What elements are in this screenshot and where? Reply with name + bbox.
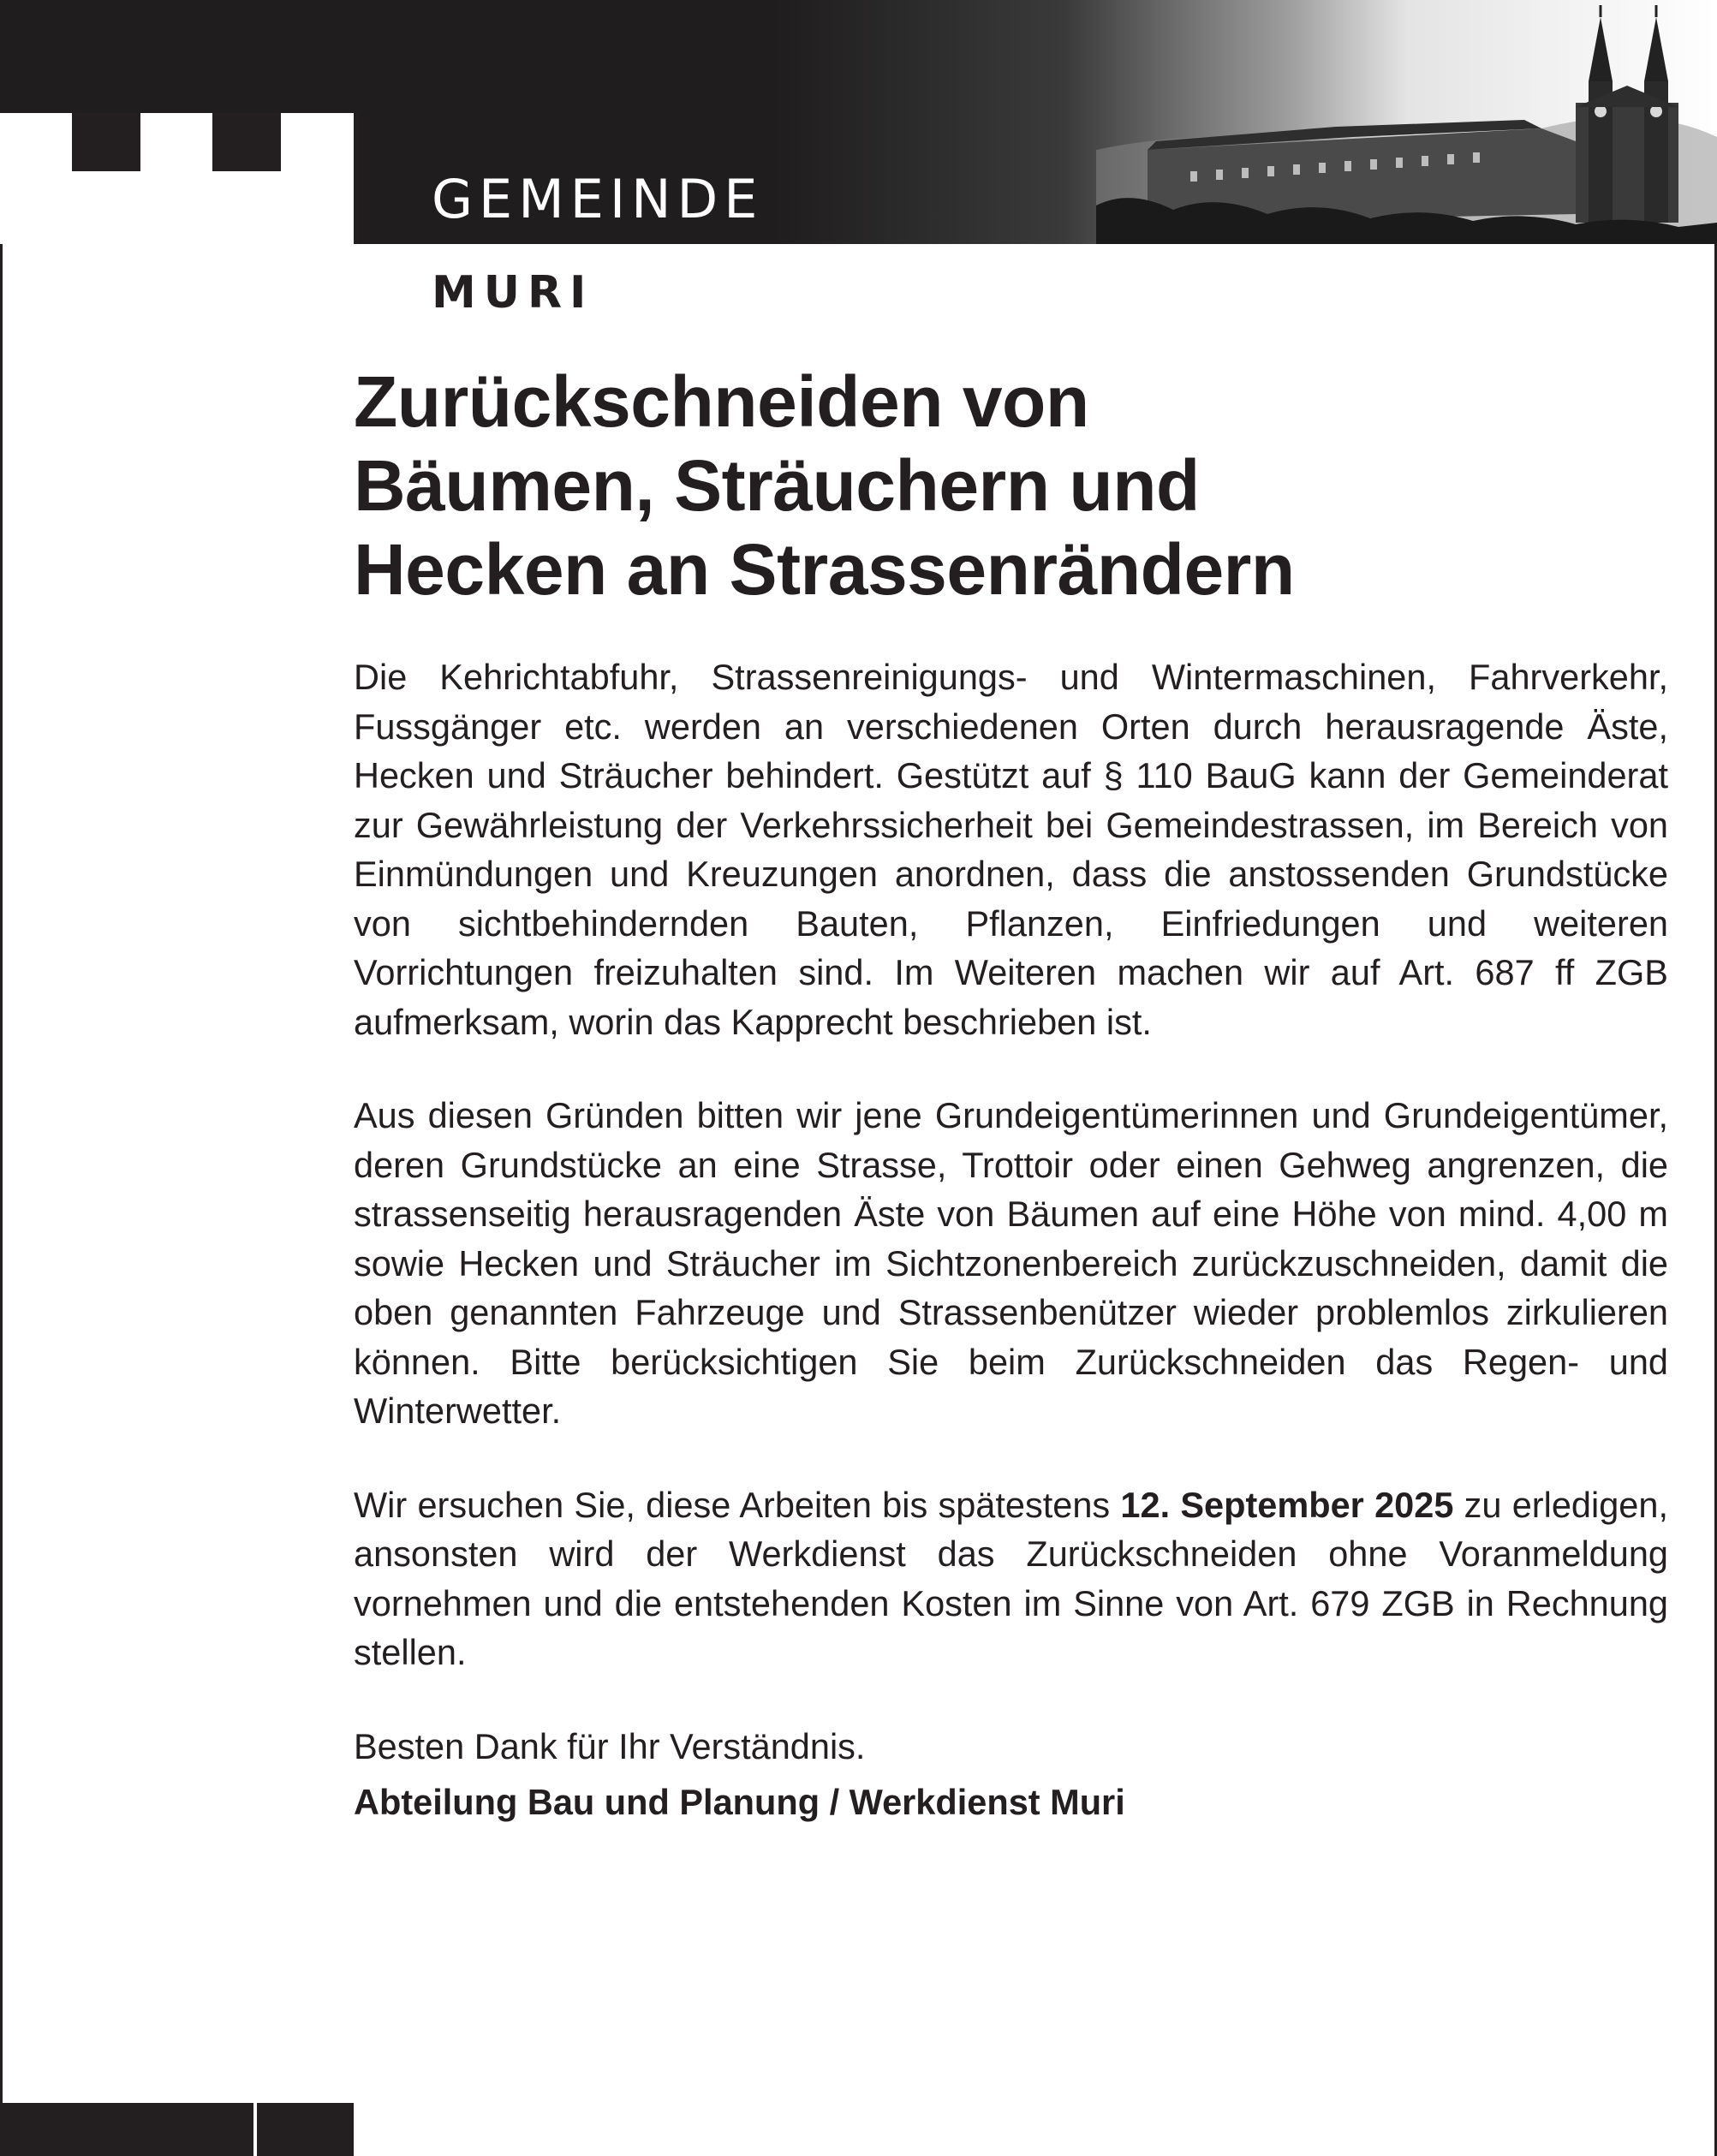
crenel-gap — [0, 113, 72, 171]
muri-label: MURI — [432, 267, 594, 319]
article — [354, 360, 1668, 1827]
gemeinde-label: GEMEINDE — [432, 168, 764, 230]
footer-bar — [0, 2103, 354, 2156]
crenel-tooth — [212, 113, 281, 171]
title-line-2: Bäumen, Sträuchern und — [354, 445, 1200, 526]
crenel-tooth — [72, 113, 140, 171]
title-line-3: Hecken an Strassenrändern — [354, 529, 1295, 610]
wall-edge — [354, 113, 358, 244]
paragraph-3-end: zu erledigen, ansonsten wird der Werkdienst das Zurückschneiden ohne Voranmeldung vornehmen und die entstehenden Kosten im Sinne von Art. 679 ZGB in Rechnung stellen. — [354, 1484, 1668, 1672]
paragraph-1: Die Kehrichtabfuhr, Strassenreinigungs- und Wintermaschinen, Fahrverkehr, Fussgänger etc. werden an verschiedenen Orten durch herausragende Äste, Hecken und Sträucher behindert. Gestützt auf § 110 BauG kann der Gemeinderat zur Gewährleistung der Verkehrssicherheit bei Gemeindestrassen, im Bereich von Einmündungen und Kreuzungen anordnen, dass die anstossenden Grundstücke von sichtbehindernden Bauten, Pflanzen, Einfriedungen und weiteren Vorrichtungen freizuhalten sind. Im Weiteren machen wir auf Art. 687 ff ZGB aufmerksam, worin das Kapprecht beschrieben ist. — [354, 657, 1668, 1042]
footer-divider — [253, 2103, 257, 2156]
article-title — [354, 360, 1668, 611]
paragraph-2: Aus diesen Gründen bitten wir jene Grundeigentümerinnen und Grundeigentümer, deren Grundstücke an eine Strasse, Trottoir oder einen Gehweg angrenzen, die strassenseitig herausragenden Äste von Bäumen auf eine Höhe von mind. 4,00 m sowie Hecken und Sträucher im Sichtzonenbereich zurückzuschneiden, damit die oben genannten Fahrzeuge und Strassenbenützer wieder problemlos zirkulieren können. Bitte berücksichtigen Sie beim Zurückschneiden das Regen- und Winterwetter. — [354, 1095, 1668, 1431]
crenel-gap — [140, 113, 212, 171]
paragraph-3 — [354, 1480, 1668, 1677]
paragraph-3-start: Wir ersuchen Sie, diese Arbeiten bis spätestens — [354, 1484, 1121, 1525]
deadline-date: 12. September 2025 — [1120, 1484, 1454, 1525]
monastery-photo — [1096, 0, 1717, 244]
crenel-gap — [281, 113, 358, 171]
thanks-line: Besten Dank für Ihr Verständnis. — [354, 1725, 866, 1766]
title-line-1: Zurückschneiden von — [354, 361, 1089, 442]
department-signature: Abteilung Bau und Planung / Werkdienst Muri — [354, 1782, 1125, 1822]
